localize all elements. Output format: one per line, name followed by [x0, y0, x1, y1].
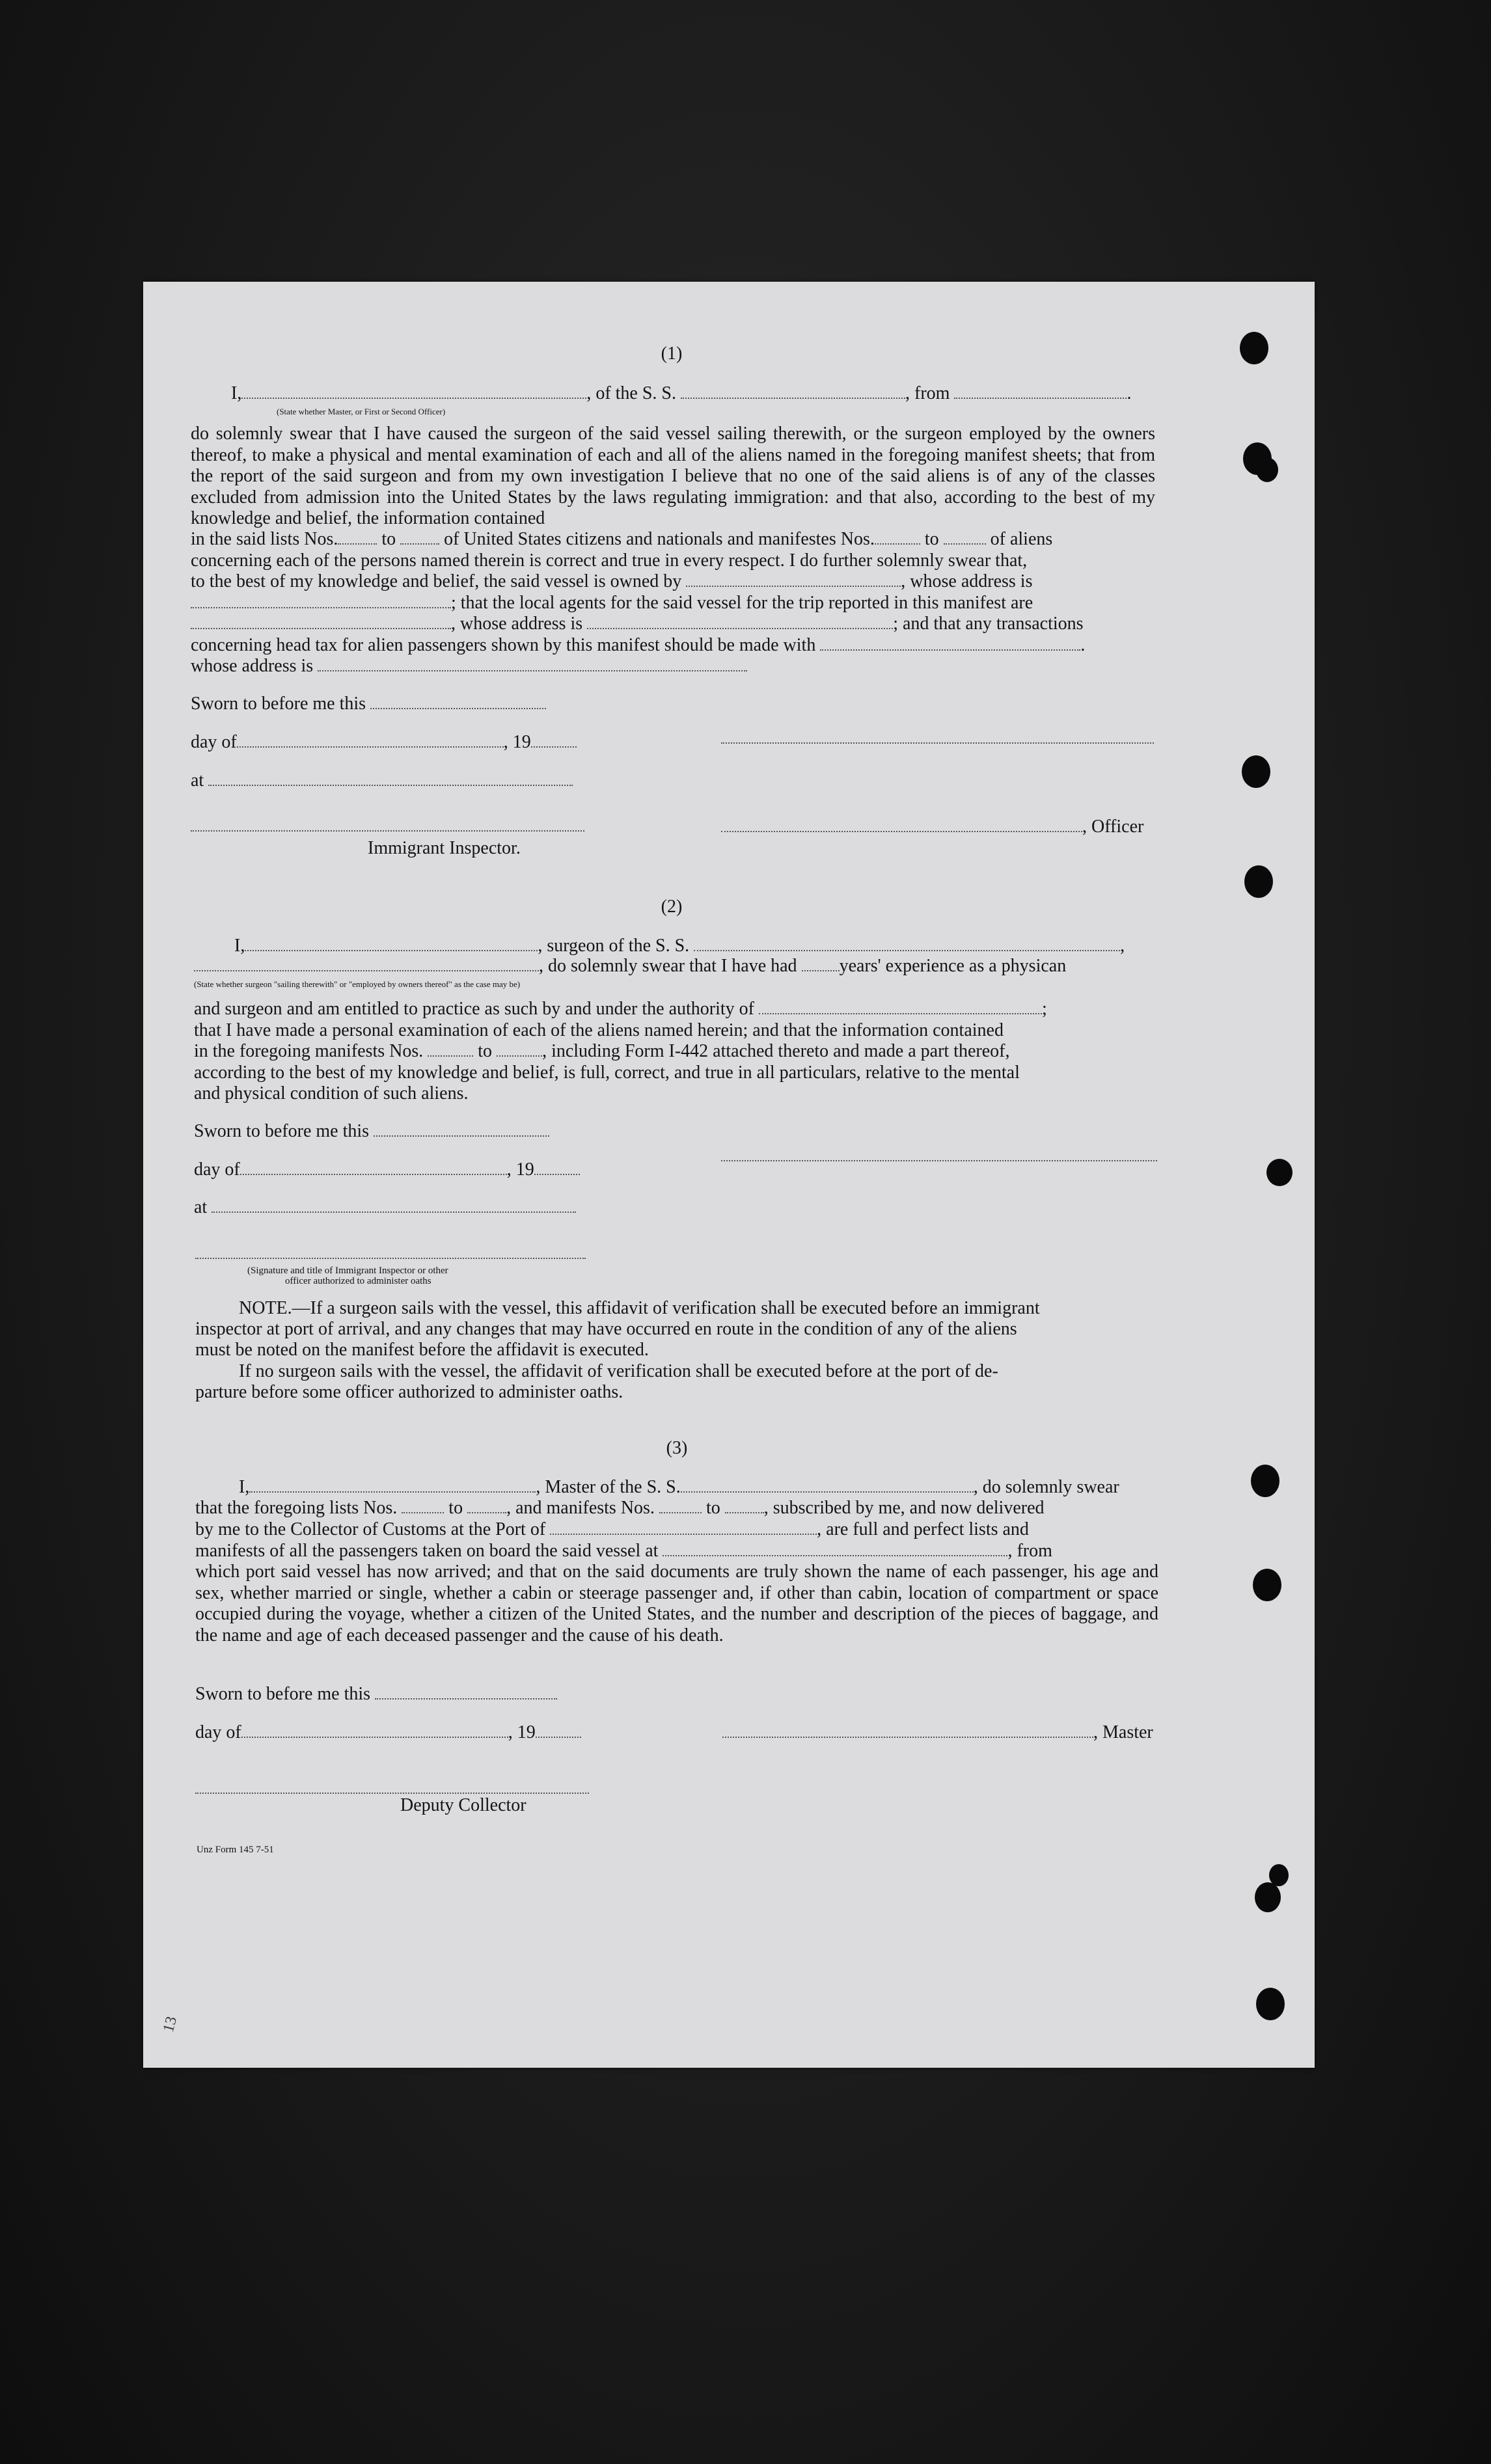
s3-master-sign: , Master: [722, 1722, 1153, 1743]
s3-body-paragraph: which port said vessel has now arrived; and that on the said documents are truly shown the name of each passenger, his age and sex, whether married or single, whether a cabin or steerage passenger and, if other than cabin, location of compartment or space occupied during the voyage, whether a citizen of the United States, and the number and description of the pieces of baggage, and the name and age of each deceased passenger and the cause of his death.: [195, 1562, 1158, 1645]
s1-owned-line: to the best of my knowledge and belief, the said vessel is owned by , whose address is: [191, 571, 1033, 591]
s2-note-3: must be noted on the manifest before the affidavit is executed.: [195, 1340, 649, 1360]
s3-vessel-blank[interactable]: [681, 1478, 974, 1493]
s2-note-5: parture before some officer authorized to administer oaths.: [195, 1382, 623, 1402]
s2-signature-line[interactable]: [721, 1160, 1157, 1161]
manifests-from-blank[interactable]: [875, 530, 920, 545]
s1-sworn: Sworn to before me this: [191, 694, 546, 714]
s1-officer-blank[interactable]: [721, 818, 1082, 832]
section-1-number: (1): [661, 344, 683, 364]
s1-at: at: [191, 770, 573, 791]
s1-line-1: I, , of the S. S. , from .: [231, 383, 1132, 403]
headtax-party-blank[interactable]: [820, 636, 1080, 651]
s3-port-blank[interactable]: [550, 1521, 817, 1535]
s1-signature-line[interactable]: [721, 742, 1154, 744]
s1-inspector-caption: Immigrant Inspector.: [368, 838, 521, 858]
agents-address-blank[interactable]: [587, 615, 893, 629]
s3-collector-signature[interactable]: [195, 1793, 589, 1794]
authority-blank[interactable]: [759, 1000, 1042, 1014]
s3-day-blank[interactable]: [241, 1724, 508, 1738]
s2-vessel-blank[interactable]: [694, 937, 1120, 951]
form-id: Unz Form 145 7-51: [197, 1845, 274, 1855]
headtax-address-blank[interactable]: [318, 657, 747, 671]
owner-address-blank[interactable]: [191, 594, 451, 608]
s1-officer-line: , Officer: [721, 817, 1143, 837]
punch-hole: [1244, 865, 1273, 898]
s1-concerning-line: concerning each of the persons named therein is correct and true in every respect. I do further solemnly swear that,: [191, 550, 1028, 571]
s1-sworn-blank[interactable]: [370, 695, 546, 709]
surgeon-name-blank[interactable]: [194, 957, 539, 971]
s3-lists-from-blank[interactable]: [402, 1499, 444, 1513]
years-blank[interactable]: [802, 957, 840, 971]
punch-hole: [1240, 332, 1268, 364]
s3-sworn-blank[interactable]: [375, 1685, 557, 1699]
vessel-name-blank[interactable]: [681, 385, 905, 399]
s3-year-blank[interactable]: [536, 1724, 581, 1738]
s3-port-line: by me to the Collector of Customs at the Port of , are full and perfect lists and: [195, 1519, 1029, 1539]
s1-inspector-signature[interactable]: [191, 830, 584, 832]
s1-at-blank[interactable]: [208, 772, 573, 786]
s3-deputy-caption: Deputy Collector: [400, 1795, 527, 1815]
agents-blank[interactable]: [191, 615, 451, 629]
s1-day-blank[interactable]: [237, 733, 504, 748]
s1-oath-paragraph: do solemnly swear that I have caused the surgeon of the said vessel sailing therewith, or the surgeon employed by the owners thereof, to make a physical and mental examination of each and all of the aliens named in the foregoing manifest sheets; that from the report of the said surgeon and from my own investigation I believe that no one of the said aliens is of any of the classes excluded from admission into the United States by the laws regulating immigration: and that also, according to the best of my knowledge and belief, the information contained: [191, 424, 1155, 528]
s2-at: at: [194, 1197, 576, 1218]
s3-sworn: Sworn to before me this: [195, 1684, 557, 1705]
s2-line-2: , do solemnly swear that I have had years' experience as a physican: [194, 956, 1066, 977]
punch-hole: [1255, 1882, 1281, 1912]
s2-condition-line: and physical condition of such aliens.: [194, 1083, 469, 1103]
section-3-number: (3): [666, 1438, 688, 1458]
s2-according-line: according to the best of my knowledge and belief, is full, correct, and true in all particulars, relative to the mental: [194, 1063, 1020, 1083]
s2-line-1: I, , surgeon of the S. S. ,: [234, 936, 1125, 956]
s2-day-of: day of , 19: [194, 1159, 580, 1180]
s3-lists-to-blank[interactable]: [467, 1499, 506, 1513]
s1-year-blank[interactable]: [531, 733, 577, 748]
from-port-blank[interactable]: [954, 385, 1127, 399]
s3-manifests-from-blank[interactable]: [659, 1499, 702, 1513]
punch-hole: [1256, 457, 1278, 482]
s2-sig-note-1: (Signature and title of Immigrant Inspector or other: [247, 1266, 448, 1276]
s2-inspector-signature[interactable]: [195, 1258, 586, 1259]
s2-manifests-from-blank[interactable]: [428, 1042, 473, 1057]
punch-hole: [1269, 1864, 1289, 1886]
s1-lists-line: in the said lists Nos. to of United States citizens and nationals and manifestes Nos. to of aliens: [191, 529, 1053, 549]
owner-blank[interactable]: [686, 573, 901, 587]
punch-hole: [1251, 1465, 1279, 1497]
s2-exam-line: that I have made a personal examination of each of the aliens named herein; and that the information contained: [194, 1020, 1004, 1040]
s2-sworn-blank[interactable]: [374, 1122, 549, 1137]
s2-note-1: NOTE.—If a surgeon sails with the vessel, this affidavit of verification shall be executed before an immigrant: [239, 1298, 1040, 1318]
master-name-blank[interactable]: [241, 385, 586, 399]
s3-day-of: day of , 19: [195, 1722, 581, 1743]
s1-day-of: day of , 19: [191, 732, 577, 753]
s2-authority-line: and surgeon and am entitled to practice as such by and under the authority of ;: [194, 999, 1047, 1019]
lists-to-blank[interactable]: [400, 530, 439, 545]
s2-manifests-to-blank[interactable]: [497, 1042, 542, 1057]
s3-lists-line: that the foregoing lists Nos. to , and manifests Nos. to , subscribed by me, and now delivered: [195, 1498, 1045, 1518]
s3-manifests-to-blank[interactable]: [725, 1499, 764, 1513]
s3-line-1: I, , Master of the S. S. , do solemnly swear: [239, 1477, 1119, 1497]
surgeon-status-blank[interactable]: [245, 937, 538, 951]
s2-note-4: If no surgeon sails with the vessel, the affidavit of verification shall be executed before at the port of de-: [239, 1361, 998, 1381]
s3-master-signature-blank[interactable]: [722, 1724, 1093, 1738]
officer-note: (State whether Master, or First or Second Officer): [277, 407, 446, 416]
s2-at-blank[interactable]: [212, 1198, 576, 1213]
surgeon-note: (State whether surgeon "sailing therewith" or "employed by owners thereof" as the case may be): [194, 979, 521, 989]
s2-year-blank[interactable]: [534, 1161, 580, 1175]
s2-sworn: Sworn to before me this: [194, 1121, 549, 1142]
s1-agents-line: ; that the local agents for the said vessel for the trip reported in this manifest are: [191, 593, 1033, 614]
s3-boarded-line: manifests of all the passengers taken on board the said vessel at , from: [195, 1541, 1052, 1561]
s1-agents-address-line: , whose address is ; and that any transactions: [191, 614, 1084, 634]
s1-address-line: whose address is: [191, 656, 747, 677]
manifests-to-blank[interactable]: [944, 530, 986, 545]
punch-hole: [1256, 1988, 1285, 2020]
s3-master-blank[interactable]: [249, 1478, 536, 1493]
s2-day-blank[interactable]: [240, 1161, 507, 1175]
section-2-number: (2): [661, 897, 683, 917]
s1-headtax-line: concerning head tax for alien passengers shown by this manifest should be made with .: [191, 635, 1086, 655]
s3-boarded-blank[interactable]: [663, 1542, 1007, 1556]
s2-note-2: inspector at port of arrival, and any changes that may have occurred en route in the condition of any of the aliens: [195, 1319, 1017, 1339]
s2-sig-note-2: officer authorized to administer oaths: [285, 1276, 431, 1286]
lists-from-blank[interactable]: [338, 530, 377, 545]
punch-hole: [1253, 1569, 1281, 1601]
punch-hole: [1266, 1159, 1293, 1186]
corner-mark: 13: [159, 2014, 181, 2035]
s2-manifests-line: in the foregoing manifests Nos. to , including Form I-442 attached thereto and made a part thereof,: [194, 1041, 1010, 1061]
manifest-affidavit-page: [143, 282, 1315, 2068]
punch-hole: [1242, 755, 1270, 788]
